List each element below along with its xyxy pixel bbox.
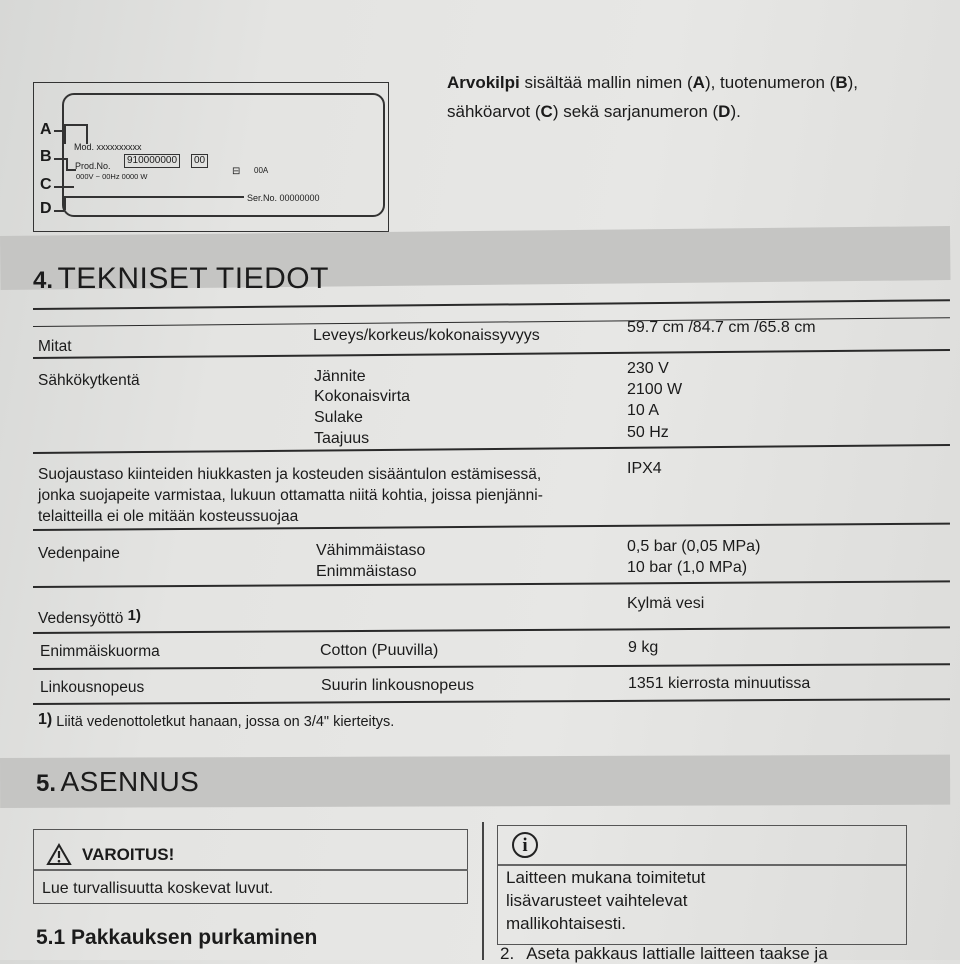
leader-line-a-right	[86, 124, 88, 144]
table-rule-bottom	[33, 698, 950, 704]
warning-text: Lue turvallisuutta koskevat luvut.	[42, 880, 274, 897]
spec-sub-fuse: Sulake	[314, 409, 363, 426]
table-footnote	[38, 711, 394, 730]
spec-value-max-load: 9 kg	[628, 639, 659, 656]
intro-text: ), sähköarvot (	[447, 73, 859, 121]
spec-label-water-supply	[38, 605, 141, 629]
intro-letter-d: D	[718, 102, 731, 121]
leader-line-c	[54, 186, 74, 188]
spec-label-max-load: Enimmäiskuorma	[40, 643, 160, 660]
step-text: Aseta pakkaus lattialle laitteen taakse ja	[526, 944, 828, 963]
warning-divider	[34, 869, 468, 871]
intro-text: ), tuotenumeron (	[704, 73, 836, 92]
spec-value-ip-rating: IPX4	[627, 460, 662, 477]
rating-plate-description	[447, 68, 927, 126]
table-rule	[33, 663, 950, 669]
spec-label-water-supply-text: Vedensyöttö	[38, 610, 124, 627]
spec-value-water-supply: Kylmä vesi	[627, 595, 705, 612]
section-4-title: TEKNISET TIEDOT	[57, 262, 329, 295]
spec-label-electrical: Sähkökytkentä	[38, 372, 140, 389]
rating-plate-label	[62, 93, 385, 217]
info-line-1: Laitteen mukana toimitetut	[506, 868, 706, 887]
step-number: 2.	[500, 944, 515, 963]
plate-letter-b: B	[40, 148, 52, 165]
intro-letter-c: C	[540, 102, 553, 121]
spec-label-spin-speed: Linkousnopeus	[40, 679, 145, 696]
intro-text: ) sekä sarjanumeron (	[552, 102, 719, 121]
spec-label-protection-line2: jonka suojapeite varmistaa, lukuun ottamatta niitä kohtia, joissa pienjänni-	[38, 487, 543, 504]
step-2	[500, 944, 828, 964]
info-icon: i	[512, 832, 538, 858]
column-divider	[482, 822, 484, 960]
warning-triangle-icon	[46, 843, 72, 866]
plate-model-text: Mod. xxxxxxxxxx	[74, 142, 142, 152]
spec-label-protection-line1: Suojaustaso kiinteiden hiukkasten ja kosteuden sisääntulon estämisessä,	[38, 466, 542, 483]
spec-sub-voltage: Jännite	[314, 368, 366, 385]
spec-value-total-power: 2100 W	[627, 381, 683, 398]
leader-line-a-top	[64, 124, 86, 126]
spec-value-max-pressure: 10 bar (1,0 MPa)	[627, 559, 748, 576]
plate-electric-values: 000V ~ 00Hz 0000 W	[76, 172, 148, 181]
plate-fuse-value: 00A	[254, 166, 269, 175]
table-rule	[33, 580, 950, 587]
spec-label-dimensions: Mitat	[38, 338, 72, 355]
spec-value-voltage: 230 V	[627, 360, 669, 377]
leader-line-b	[54, 158, 66, 160]
spec-sub-max-spin: Suurin linkousnopeus	[321, 677, 474, 694]
section-4-heading	[33, 262, 329, 296]
footnote-ref: 1)	[127, 607, 141, 624]
intro-text: sisältää mallin nimen (	[519, 73, 693, 92]
table-rule-top	[33, 299, 950, 309]
spec-sub-dimensions: Leveys/korkeus/kokonaissyvyys	[313, 327, 540, 344]
fuse-icon: ⊟	[232, 166, 241, 177]
info-divider	[498, 864, 906, 866]
spec-sub-max-pressure: Enimmäistaso	[316, 563, 417, 580]
spec-value-spin-speed: 1351 kierrosta minuutissa	[628, 675, 811, 692]
leader-line-d-vert	[64, 196, 66, 210]
plate-prod-suffix: 00	[191, 154, 208, 168]
plate-prod-number: 910000000	[124, 154, 180, 168]
spec-label-protection-line3: telaitteilla ei ole mitään kosteussuojaa	[38, 508, 299, 525]
section-5-heading	[36, 766, 199, 798]
plate-letter-d: D	[40, 200, 52, 217]
section-5-number: 5.	[36, 770, 57, 797]
spec-value-fuse: 10 A	[627, 402, 660, 419]
footnote-text: Liitä vedenottoletkut hanaan, jossa on 3/4" kierteitys.	[56, 714, 395, 730]
spec-sub-cotton: Cotton (Puuvilla)	[320, 642, 439, 659]
info-line-2: lisävarusteet vaihtelevat	[506, 891, 688, 910]
plate-letter-c: C	[40, 176, 52, 193]
spec-sub-total-power: Kokonaisvirta	[314, 388, 411, 405]
info-line-3: mallikohtaisesti.	[506, 914, 626, 933]
spec-value-dimensions: 59.7 cm /84.7 cm /65.8 cm	[627, 319, 816, 336]
spec-label-water-pressure: Vedenpaine	[38, 545, 120, 562]
warning-title: VAROITUS!	[82, 845, 175, 864]
leader-line-d-h	[64, 196, 244, 198]
footnote-mark: 1)	[38, 711, 53, 728]
table-rule	[33, 444, 950, 454]
spec-value-frequency: 50 Hz	[627, 424, 669, 441]
table-rule	[33, 626, 950, 633]
intro-text: ).	[730, 102, 741, 121]
table-rule	[33, 349, 950, 359]
subsection-title: 5.1 Pakkauksen purkaminen	[36, 926, 318, 949]
section-4-number: 4.	[33, 267, 54, 294]
plate-serial: Ser.No. 00000000	[247, 193, 320, 203]
spec-sub-frequency: Taajuus	[314, 430, 370, 447]
intro-bold-word: Arvokilpi	[447, 73, 520, 92]
leader-line-a-vert	[64, 124, 66, 144]
plate-prod-label: Prod.No.	[75, 161, 111, 171]
section-5-title: ASENNUS	[60, 766, 200, 797]
plate-letter-a: A	[40, 121, 52, 138]
intro-letter-a: A	[692, 73, 705, 92]
leader-line-a	[54, 130, 64, 132]
spec-value-min-pressure: 0,5 bar (0,05 MPa)	[627, 538, 761, 555]
spec-sub-min-pressure: Vähimmäistaso	[316, 542, 426, 559]
leader-line-d	[54, 210, 64, 212]
intro-letter-b: B	[835, 73, 848, 92]
